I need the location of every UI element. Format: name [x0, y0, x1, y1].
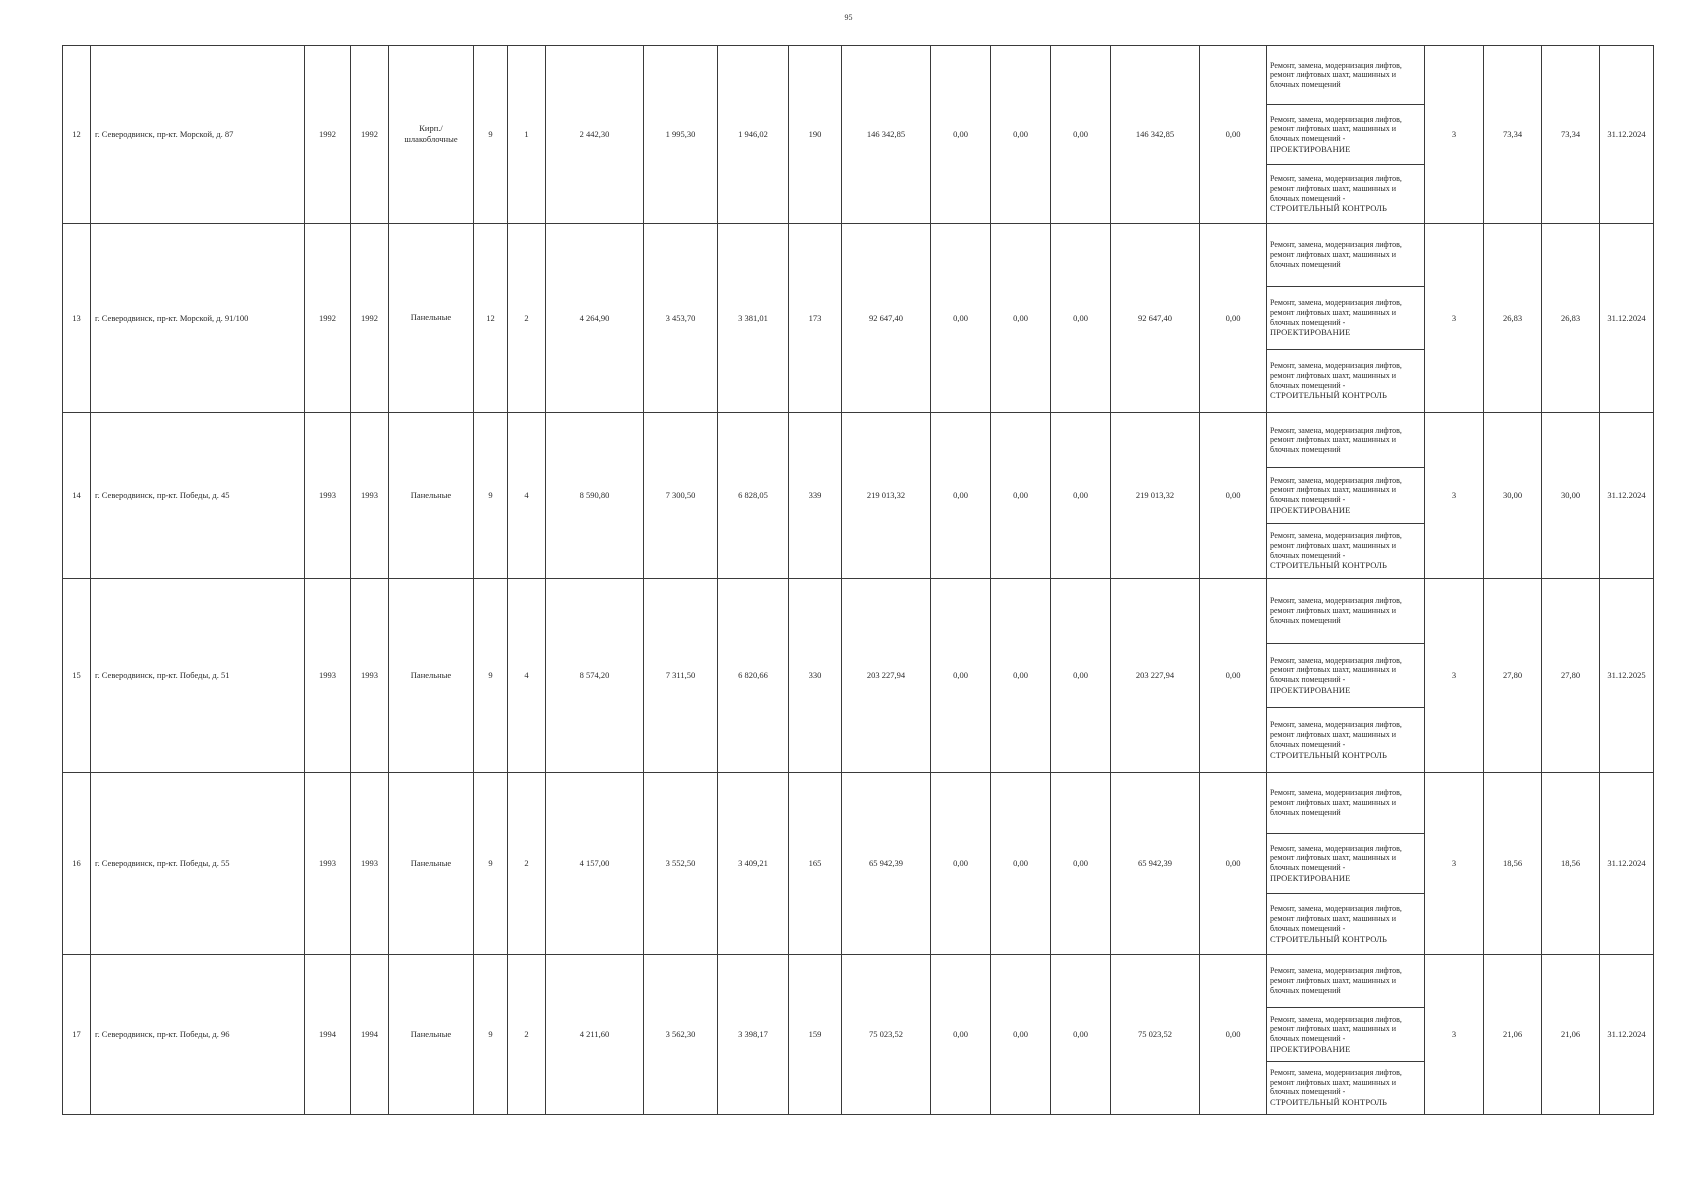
cost-budget-region-cell: 0,00: [991, 578, 1051, 772]
work-type-text: Ремонт, замена, модернизация лифтов, ремонт лифтовых шахт, машинных и блочных помещений: [1270, 788, 1402, 817]
page-number: 95: [844, 13, 853, 22]
lift-count-cell: 3: [1425, 954, 1484, 1114]
year-built-cell: 1994: [305, 954, 351, 1114]
address-cell: г. Северодвинск, пр-кт. Морской, д. 87: [91, 46, 305, 224]
cost-owners-cell: 219 013,32: [1111, 412, 1200, 578]
address-cell: г. Северодвинск, пр-кт. Победы, д. 55: [91, 772, 305, 954]
cost-total-cell: 203 227,94: [842, 578, 931, 772]
owned-area-cell: 1 946,02: [718, 46, 789, 224]
residents-cell: 190: [789, 46, 842, 224]
work-stage-label: СТРОИТЕЛЬНЫЙ КОНТРОЛЬ: [1270, 749, 1387, 760]
lift-count-cell: 3: [1425, 223, 1484, 412]
cost-other-cell: 0,00: [1200, 412, 1267, 578]
cost-owners-cell: 65 942,39: [1111, 772, 1200, 954]
work-stage-label: ПРОЕКТИРОВАНИЕ: [1270, 504, 1351, 515]
unit-cost-max-cell: 21,06: [1542, 954, 1600, 1114]
cost-fund-cell: 0,00: [931, 578, 991, 772]
unit-cost-max-cell: 18,56: [1542, 772, 1600, 954]
cost-owners-cell: 75 023,52: [1111, 954, 1200, 1114]
cost-budget-region-cell: 0,00: [991, 223, 1051, 412]
entrances-cell: 2: [508, 954, 546, 1114]
entrances-cell: 4: [508, 578, 546, 772]
owned-area-cell: 3 381,01: [718, 223, 789, 412]
table-row: [63, 578, 1654, 643]
living-area-cell: 7 300,50: [644, 412, 718, 578]
total-area-cell: 4 157,00: [546, 772, 644, 954]
work-type-text: Ремонт, замена, модернизация лифтов, ремонт лифтовых шахт, машинных и блочных помещений -: [1270, 298, 1402, 327]
cost-other-cell: 0,00: [1200, 954, 1267, 1114]
work-type-text: Ремонт, замена, модернизация лифтов, ремонт лифтовых шахт, машинных и блочных помещений -: [1270, 1067, 1402, 1097]
total-area-cell: 8 590,80: [546, 412, 644, 578]
work-type-text: Ремонт, замена, модернизация лифтов, ремонт лифтовых шахт, машинных и блочных помещений: [1270, 240, 1402, 269]
wall-material-cell: Панельные: [389, 954, 474, 1114]
cost-owners-cell: 146 342,85: [1111, 46, 1200, 224]
year-commissioned-cell: 1993: [351, 578, 389, 772]
entrances-cell: 2: [508, 223, 546, 412]
wall-material-cell: Кирп./ шлакоблочные: [389, 46, 474, 224]
capital-repair-table: [62, 45, 1654, 1115]
floors-cell: 9: [474, 412, 508, 578]
cost-budget-region-cell: 0,00: [991, 954, 1051, 1114]
total-area-cell: 2 442,30: [546, 46, 644, 224]
work-type-cell: [1267, 708, 1425, 773]
wall-material-cell: Панельные: [389, 223, 474, 412]
year-built-cell: 1993: [305, 578, 351, 772]
lift-count-cell: 3: [1425, 578, 1484, 772]
cost-owners-cell: 92 647,40: [1111, 223, 1200, 412]
work-type-text: Ремонт, замена, модернизация лифтов, ремонт лифтовых шахт, машинных и блочных помещений: [1270, 966, 1402, 995]
total-area-cell: 8 574,20: [546, 578, 644, 772]
cost-fund-cell: 0,00: [931, 954, 991, 1114]
floors-cell: 9: [474, 578, 508, 772]
unit-cost-max-cell: 73,34: [1542, 46, 1600, 224]
year-built-cell: 1992: [305, 223, 351, 412]
floors-cell: 12: [474, 223, 508, 412]
residents-cell: 339: [789, 412, 842, 578]
year-commissioned-cell: 1992: [351, 223, 389, 412]
work-type-cell: [1267, 412, 1425, 467]
year-commissioned-cell: 1993: [351, 412, 389, 578]
cost-total-cell: 75 023,52: [842, 954, 931, 1114]
living-area-cell: 7 311,50: [644, 578, 718, 772]
cost-fund-cell: 0,00: [931, 772, 991, 954]
address-cell: г. Северодвинск, пр-кт. Морской, д. 91/100: [91, 223, 305, 412]
living-area-cell: 3 552,50: [644, 772, 718, 954]
year-built-cell: 1992: [305, 46, 351, 224]
cost-total-cell: 92 647,40: [842, 223, 931, 412]
unit-cost-cell: 18,56: [1484, 772, 1542, 954]
unit-cost-cell: 26,83: [1484, 223, 1542, 412]
living-area-cell: 1 995,30: [644, 46, 718, 224]
work-stage-label: ПРОЕКТИРОВАНИЕ: [1270, 872, 1351, 883]
table-row: [63, 223, 1654, 286]
residents-cell: 165: [789, 772, 842, 954]
lift-count-cell: 3: [1425, 412, 1484, 578]
work-type-cell: [1267, 105, 1425, 164]
work-type-cell: [1267, 578, 1425, 643]
unit-cost-cell: 73,34: [1484, 46, 1542, 224]
wall-material-cell: Панельные: [389, 772, 474, 954]
work-type-text: Ремонт, замена, модернизация лифтов, ремонт лифтовых шахт, машинных и блочных помещений -: [1270, 531, 1402, 560]
address-cell: г. Северодвинск, пр-кт. Победы, д. 45: [91, 412, 305, 578]
work-type-cell: [1267, 833, 1425, 894]
work-type-cell: [1267, 164, 1425, 223]
work-stage-label: СТРОИТЕЛЬНЫЙ КОНТРОЛЬ: [1270, 1097, 1387, 1108]
year-commissioned-cell: 1992: [351, 46, 389, 224]
residents-cell: 159: [789, 954, 842, 1114]
cost-budget-local-cell: 0,00: [1051, 954, 1111, 1114]
work-type-text: Ремонт, замена, модернизация лифтов, ремонт лифтовых шахт, машинных и блочных помещений -: [1270, 843, 1402, 873]
living-area-cell: 3 562,30: [644, 954, 718, 1114]
work-type-cell: [1267, 772, 1425, 833]
unit-cost-cell: 27,80: [1484, 578, 1542, 772]
row-number-cell: 16: [63, 772, 91, 954]
work-stage-label: СТРОИТЕЛЬНЫЙ КОНТРОЛЬ: [1270, 390, 1387, 401]
entrances-cell: 2: [508, 772, 546, 954]
living-area-cell: 3 453,70: [644, 223, 718, 412]
work-type-cell: [1267, 523, 1425, 578]
cost-other-cell: 0,00: [1200, 578, 1267, 772]
owned-area-cell: 6 828,05: [718, 412, 789, 578]
work-type-cell: [1267, 1008, 1425, 1061]
year-commissioned-cell: 1994: [351, 954, 389, 1114]
unit-cost-max-cell: 30,00: [1542, 412, 1600, 578]
floors-cell: 9: [474, 954, 508, 1114]
cost-total-cell: 65 942,39: [842, 772, 931, 954]
cost-other-cell: 0,00: [1200, 46, 1267, 224]
cost-budget-region-cell: 0,00: [991, 46, 1051, 224]
row-number-cell: 15: [63, 578, 91, 772]
unit-cost-cell: 21,06: [1484, 954, 1542, 1114]
work-stage-label: ПРОЕКТИРОВАНИЕ: [1270, 684, 1351, 695]
total-area-cell: 4 211,60: [546, 954, 644, 1114]
cost-budget-region-cell: 0,00: [991, 412, 1051, 578]
work-type-cell: [1267, 286, 1425, 349]
unit-cost-max-cell: 26,83: [1542, 223, 1600, 412]
work-stage-label: ПРОЕКТИРОВАНИЕ: [1270, 143, 1351, 154]
cost-budget-local-cell: 0,00: [1051, 578, 1111, 772]
cost-fund-cell: 0,00: [931, 412, 991, 578]
work-type-cell: [1267, 954, 1425, 1007]
work-stage-label: СТРОИТЕЛЬНЫЙ КОНТРОЛЬ: [1270, 560, 1387, 571]
cost-other-cell: 0,00: [1200, 223, 1267, 412]
floors-cell: 9: [474, 772, 508, 954]
deadline-cell: 31.12.2024: [1600, 412, 1654, 578]
cost-other-cell: 0,00: [1200, 772, 1267, 954]
lift-count-cell: 3: [1425, 772, 1484, 954]
work-type-cell: [1267, 894, 1425, 955]
residents-cell: 330: [789, 578, 842, 772]
address-cell: г. Северодвинск, пр-кт. Победы, д. 96: [91, 954, 305, 1114]
work-type-cell: [1267, 1061, 1425, 1114]
work-type-text: Ремонт, замена, модернизация лифтов, ремонт лифтовых шахт, машинных и блочных помещений -: [1270, 174, 1402, 203]
unit-cost-max-cell: 27,80: [1542, 578, 1600, 772]
table-row: [63, 772, 1654, 833]
work-type-text: Ремонт, замена, модернизация лифтов, ремонт лифтовых шахт, машинных и блочных помещений: [1270, 596, 1402, 625]
work-type-text: Ремонт, замена, модернизация лифтов, ремонт лифтовых шахт, машинных и блочных помещений -: [1270, 720, 1402, 749]
work-stage-label: ПРОЕКТИРОВАНИЕ: [1270, 1043, 1351, 1054]
cost-budget-local-cell: 0,00: [1051, 772, 1111, 954]
work-type-text: Ремонт, замена, модернизация лифтов, ремонт лифтовых шахт, машинных и блочных помещений -: [1270, 475, 1402, 505]
work-type-cell: [1267, 46, 1425, 105]
cost-total-cell: 146 342,85: [842, 46, 931, 224]
unit-cost-cell: 30,00: [1484, 412, 1542, 578]
row-number-cell: 17: [63, 954, 91, 1114]
table-row: [63, 954, 1654, 1007]
deadline-cell: 31.12.2025: [1600, 578, 1654, 772]
cost-owners-cell: 203 227,94: [1111, 578, 1200, 772]
total-area-cell: 4 264,90: [546, 223, 644, 412]
work-type-text: Ремонт, замена, модернизация лифтов, ремонт лифтовых шахт, машинных и блочных помещений -: [1270, 361, 1402, 390]
work-stage-label: СТРОИТЕЛЬНЫЙ КОНТРОЛЬ: [1270, 933, 1387, 944]
work-type-cell: [1267, 223, 1425, 286]
cost-total-cell: 219 013,32: [842, 412, 931, 578]
cost-budget-local-cell: 0,00: [1051, 412, 1111, 578]
work-type-cell: [1267, 349, 1425, 412]
cost-fund-cell: 0,00: [931, 223, 991, 412]
lift-count-cell: 3: [1425, 46, 1484, 224]
work-type-text: Ремонт, замена, модернизация лифтов, ремонт лифтовых шахт, машинных и блочных помещений -: [1270, 655, 1402, 685]
row-number-cell: 14: [63, 412, 91, 578]
deadline-cell: 31.12.2024: [1600, 772, 1654, 954]
year-built-cell: 1993: [305, 412, 351, 578]
table-row: [63, 46, 1654, 105]
entrances-cell: 4: [508, 412, 546, 578]
deadline-cell: 31.12.2024: [1600, 223, 1654, 412]
address-cell: г. Северодвинск, пр-кт. Победы, д. 51: [91, 578, 305, 772]
owned-area-cell: 3 398,17: [718, 954, 789, 1114]
work-stage-label: ПРОЕКТИРОВАНИЕ: [1270, 327, 1351, 338]
deadline-cell: 31.12.2024: [1600, 46, 1654, 224]
cost-fund-cell: 0,00: [931, 46, 991, 224]
work-type-text: Ремонт, замена, модернизация лифтов, ремонт лифтовых шахт, машинных и блочных помещений -: [1270, 1014, 1402, 1044]
cost-budget-local-cell: 0,00: [1051, 223, 1111, 412]
wall-material-cell: Панельные: [389, 578, 474, 772]
deadline-cell: 31.12.2024: [1600, 954, 1654, 1114]
owned-area-cell: 3 409,21: [718, 772, 789, 954]
work-type-text: Ремонт, замена, модернизация лифтов, ремонт лифтовых шахт, машинных и блочных помещений -: [1270, 114, 1402, 144]
work-type-text: Ремонт, замена, модернизация лифтов, ремонт лифтовых шахт, машинных и блочных помещений: [1270, 60, 1402, 90]
entrances-cell: 1: [508, 46, 546, 224]
table-row: [63, 412, 1654, 467]
floors-cell: 9: [474, 46, 508, 224]
year-commissioned-cell: 1993: [351, 772, 389, 954]
work-type-text: Ремонт, замена, модернизация лифтов, ремонт лифтовых шахт, машинных и блочных помещений: [1270, 425, 1402, 455]
work-type-text: Ремонт, замена, модернизация лифтов, ремонт лифтовых шахт, машинных и блочных помещений -: [1270, 904, 1402, 933]
cost-budget-local-cell: 0,00: [1051, 46, 1111, 224]
year-built-cell: 1993: [305, 772, 351, 954]
cost-budget-region-cell: 0,00: [991, 772, 1051, 954]
residents-cell: 173: [789, 223, 842, 412]
work-stage-label: СТРОИТЕЛЬНЫЙ КОНТРОЛЬ: [1270, 203, 1387, 214]
owned-area-cell: 6 820,66: [718, 578, 789, 772]
row-number-cell: 13: [63, 223, 91, 412]
row-number-cell: 12: [63, 46, 91, 224]
work-type-cell: [1267, 643, 1425, 708]
work-type-cell: [1267, 468, 1425, 523]
wall-material-cell: Панельные: [389, 412, 474, 578]
